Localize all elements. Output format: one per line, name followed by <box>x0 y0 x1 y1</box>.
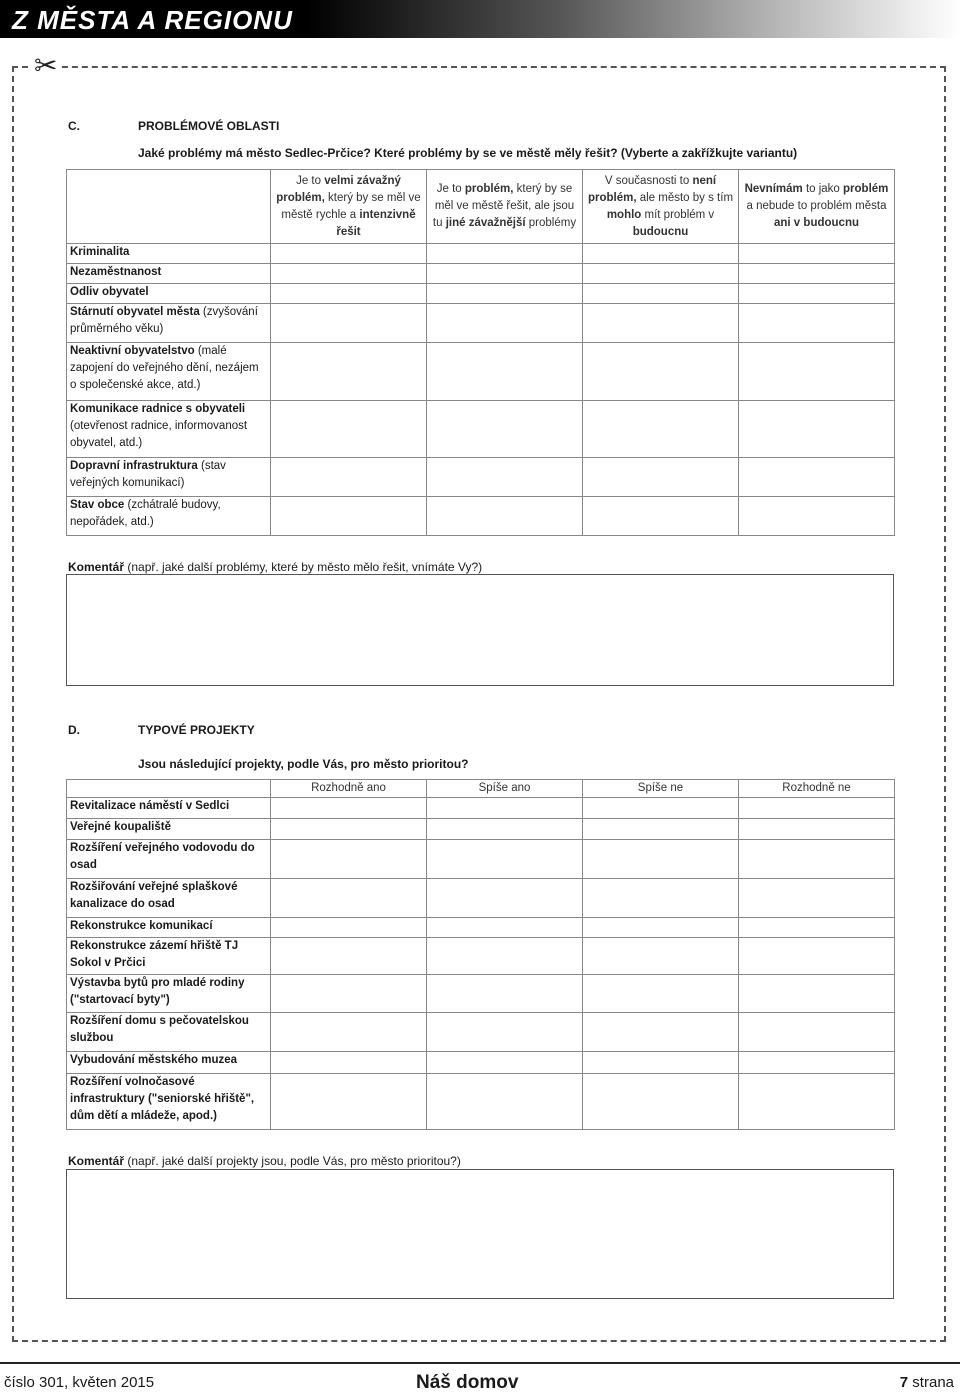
footer-rule <box>0 1362 960 1364</box>
answer-cell[interactable] <box>271 244 427 264</box>
row-label: Rekonstrukce zázemí hřiště TJ Sokol v Prčici <box>67 938 271 975</box>
answer-cell[interactable] <box>583 304 739 343</box>
answer-cell[interactable] <box>427 819 583 840</box>
answer-cell[interactable] <box>583 840 739 879</box>
answer-cell[interactable] <box>427 840 583 879</box>
answer-cell[interactable] <box>271 840 427 879</box>
answer-cell[interactable] <box>739 264 895 284</box>
answer-cell[interactable] <box>739 975 895 1013</box>
answer-cell[interactable] <box>739 401 895 458</box>
answer-cell[interactable] <box>739 458 895 497</box>
row-label: Komunikace radnice s obyvateli (otevřenost radnice, informovanost obyvatel, atd.) <box>67 401 271 458</box>
answer-cell[interactable] <box>739 918 895 938</box>
answer-cell[interactable] <box>427 343 583 401</box>
table-row <box>67 244 895 264</box>
column-header: V současnosti to není problém, ale město by s tím mohlo mít problém v budoucnu <box>583 170 739 244</box>
answer-cell[interactable] <box>739 1052 895 1074</box>
row-label: Neaktivní obyvatelstvo (malé zapojení do veřejného dění, nezájem o společenské akce, atd.) <box>67 343 271 401</box>
column-header: Je to velmi závažný problém, který by se měl ve městě rychle a intenzivně řešit <box>271 170 427 244</box>
answer-cell[interactable] <box>583 1013 739 1052</box>
answer-cell[interactable] <box>271 1052 427 1074</box>
answer-cell[interactable] <box>427 244 583 264</box>
section-d-title: TYPOVÉ PROJEKTY <box>138 723 255 737</box>
row-label: Výstavba bytů pro mladé rodiny ("startovací byty") <box>67 975 271 1013</box>
table-row <box>67 798 895 819</box>
answer-cell[interactable] <box>739 798 895 819</box>
row-label: Revitalizace náměstí v Sedlci <box>67 798 271 819</box>
answer-cell[interactable] <box>271 1013 427 1052</box>
table-row <box>67 975 895 1013</box>
issue-info: číslo 301, květen 2015 <box>4 1374 155 1391</box>
section-d-question: Jsou následující projekty, podle Vás, pro město prioritou? <box>138 757 469 771</box>
answer-cell[interactable] <box>271 304 427 343</box>
answer-cell[interactable] <box>739 938 895 975</box>
answer-cell[interactable] <box>271 284 427 304</box>
table-row <box>67 343 895 401</box>
table-row <box>67 879 895 918</box>
column-header: Spíše ano <box>427 780 583 798</box>
answer-cell[interactable] <box>739 840 895 879</box>
answer-cell[interactable] <box>739 1013 895 1052</box>
table-row <box>67 938 895 975</box>
answer-cell[interactable] <box>427 918 583 938</box>
answer-cell[interactable] <box>739 819 895 840</box>
row-label: Stav obce (zchátralé budovy, nepořádek, atd.) <box>67 497 271 536</box>
answer-cell[interactable] <box>739 1074 895 1130</box>
row-label: Vybudování městského muzea <box>67 1052 271 1074</box>
answer-cell[interactable] <box>271 819 427 840</box>
answer-cell[interactable] <box>427 497 583 536</box>
answer-cell[interactable] <box>583 938 739 975</box>
answer-cell[interactable] <box>427 284 583 304</box>
row-label: Rozšíření veřejného vodovodu do osad <box>67 840 271 879</box>
answer-cell[interactable] <box>583 497 739 536</box>
section-header-title: Z MĚSTA A REGIONU <box>12 5 293 35</box>
table-row <box>67 458 895 497</box>
answer-cell[interactable] <box>583 879 739 918</box>
section-d-letter: D. <box>68 723 80 737</box>
answer-cell[interactable] <box>739 284 895 304</box>
comment-d-label: Komentář (např. jaké další projekty jsou, podle Vás, pro město prioritou?) <box>68 1154 461 1168</box>
column-header: Spíše ne <box>583 780 739 798</box>
answer-cell[interactable] <box>583 819 739 840</box>
column-header: Je to problém, který by se měl ve městě řešit, ale jsou tu jiné závažnější problémy <box>427 170 583 244</box>
row-label: Nezaměstnanost <box>67 264 271 284</box>
table-row <box>67 918 895 938</box>
answer-cell[interactable] <box>271 975 427 1013</box>
answer-cell[interactable] <box>739 304 895 343</box>
answer-cell[interactable] <box>583 918 739 938</box>
section-c-title: PROBLÉMOVÉ OBLASTI <box>138 119 280 133</box>
answer-cell[interactable] <box>427 879 583 918</box>
answer-cell[interactable] <box>583 244 739 264</box>
answer-cell[interactable] <box>271 458 427 497</box>
section-c-letter: C. <box>68 119 80 133</box>
magazine-name: Náš domov <box>416 1372 519 1393</box>
row-label: Kriminalita <box>67 244 271 264</box>
column-header: Rozhodně ne <box>739 780 895 798</box>
problem-areas-table <box>66 169 895 536</box>
answer-cell[interactable] <box>583 1052 739 1074</box>
row-label: Rozšíření volnočasové infrastruktury ("seniorské hřiště", dům dětí a mládeže, apod.) <box>67 1074 271 1130</box>
scissors-icon: ✂ <box>30 52 61 80</box>
answer-cell[interactable] <box>271 918 427 938</box>
answer-cell[interactable] <box>271 343 427 401</box>
row-label: Veřejné koupaliště <box>67 819 271 840</box>
table-corner-cell <box>67 170 271 244</box>
table-row <box>67 840 895 879</box>
table-row <box>67 264 895 284</box>
answer-cell[interactable] <box>271 1074 427 1130</box>
table-row <box>67 819 895 840</box>
column-header: Nevnímám to jako problém a nebude to problém města ani v budoucnu <box>739 170 895 244</box>
column-header: Rozhodně ano <box>271 780 427 798</box>
comment-c-box[interactable] <box>66 574 894 686</box>
row-label: Rekonstrukce komunikací <box>67 918 271 938</box>
table-row <box>67 1074 895 1130</box>
answer-cell[interactable] <box>427 1074 583 1130</box>
section-c-question: Jaké problémy má město Sedlec-Prčice? Které problémy by se ve městě měly řešit? (Vyberte a zakřížkujte variantu) <box>138 146 798 160</box>
answer-cell[interactable] <box>739 879 895 918</box>
typical-projects-table <box>66 779 895 1130</box>
answer-cell[interactable] <box>427 975 583 1013</box>
table-row <box>67 401 895 458</box>
answer-cell[interactable] <box>583 798 739 819</box>
table-row <box>67 1052 895 1074</box>
answer-cell[interactable] <box>271 497 427 536</box>
answer-cell[interactable] <box>583 1074 739 1130</box>
row-label: Odliv obyvatel <box>67 284 271 304</box>
answer-cell[interactable] <box>583 284 739 304</box>
answer-cell[interactable] <box>427 264 583 284</box>
answer-cell[interactable] <box>427 458 583 497</box>
table-row <box>67 304 895 343</box>
table-row <box>67 284 895 304</box>
answer-cell[interactable] <box>427 304 583 343</box>
answer-cell[interactable] <box>739 244 895 264</box>
answer-cell[interactable] <box>583 458 739 497</box>
page-number: 7 strana <box>899 1374 954 1391</box>
answer-cell[interactable] <box>427 401 583 458</box>
answer-cell[interactable] <box>427 1052 583 1074</box>
answer-cell[interactable] <box>583 264 739 284</box>
answer-cell[interactable] <box>427 1013 583 1052</box>
answer-cell[interactable] <box>583 975 739 1013</box>
answer-cell[interactable] <box>271 798 427 819</box>
answer-cell[interactable] <box>583 343 739 401</box>
table-corner-cell <box>67 780 271 798</box>
comment-d-box[interactable] <box>66 1169 894 1299</box>
answer-cell[interactable] <box>271 264 427 284</box>
answer-cell[interactable] <box>271 879 427 918</box>
answer-cell[interactable] <box>739 343 895 401</box>
row-label: Rozšíření domu s pečovatelskou službou <box>67 1013 271 1052</box>
row-label: Rozšiřování veřejné splaškové kanalizace do osad <box>67 879 271 918</box>
row-label: Dopravní infrastruktura (stav veřejných komunikací) <box>67 458 271 497</box>
table-row <box>67 1013 895 1052</box>
header-bar <box>0 0 960 38</box>
answer-cell[interactable] <box>583 401 739 458</box>
answer-cell[interactable] <box>739 497 895 536</box>
row-label: Stárnutí obyvatel města (zvyšování průměrného věku) <box>67 304 271 343</box>
answer-cell[interactable] <box>271 401 427 458</box>
table-row <box>67 497 895 536</box>
comment-c-label: Komentář (např. jaké další problémy, které by město mělo řešit, vnímáte Vy?) <box>68 560 483 574</box>
answer-cell[interactable] <box>427 798 583 819</box>
answer-cell[interactable] <box>427 938 583 975</box>
answer-cell[interactable] <box>271 938 427 975</box>
